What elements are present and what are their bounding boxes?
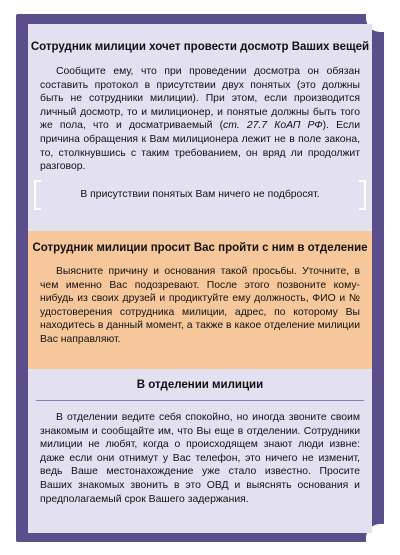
bracket-left-decoration: [34, 180, 41, 210]
section-search: [28, 24, 372, 231]
section-at-station: [28, 369, 372, 533]
section-at-station-divider: [36, 400, 364, 401]
section-search-note-block: [28, 188, 372, 201]
section-search-text-tail: ). Если причина обращения к Вам милиционера лежит не в поле закона, то, столкнувшись с таким требованием, он вряд ли продолжит разговор.: [40, 120, 361, 173]
section-station-request-paragraph: Выясните причину и основания такой просьбы. Уточните, в чем именно Вас подозревают. После этого позвоните кому-нибудь из своих друзей и продиктуйте ему должность, ФИО и № удостоверения сотрудника милиции, адрес, по которому Вы находитесь в данный момент, а также в какое отделение милиции Вас направляют.: [40, 266, 360, 345]
section-search-text-main: Сообщите ему, что при проведении досмотра он обязан составить протокол в присутствии двух понятых (это должны быть не сотрудники милиции). При этом, если производится личный досмотр, то и милиционер, и понятые должны быть того же пола, что и досматриваемый (: [40, 66, 360, 132]
section-station-request-title: Сотрудник милиции просит Вас пройти с ним в отделение: [32, 242, 368, 254]
section-at-station-title: В отделении милиции: [136, 379, 264, 391]
section-station-request: [28, 231, 372, 369]
bracket-right-decoration: [359, 180, 366, 210]
section-search-title: Сотрудник милиции хочет провести досмотр Ваших вещей: [30, 41, 370, 53]
section-search-law-reference: ст. 27.7 КоАП РФ: [223, 120, 323, 132]
section-search-note: В присутствии понятых Вам ничего не подбросят.: [80, 188, 320, 200]
section-at-station-paragraph: В отделении ведите себя спокойно, но иногда звоните своим знакомым и сообщайте им, что Вы еще в отделении. Сотрудники милиции не любят, когда о происходящем знают люди извне: даже если они отнимут у Вас телефон, это ничего не изменит, ведь Ваше местонахождение уже стало известно. Просите Ваших знакомых звонить в это ОВД и выяснять основания и предполагаемый срок Вашего задержания.: [40, 412, 360, 505]
section-search-paragraph: [28, 65, 372, 174]
